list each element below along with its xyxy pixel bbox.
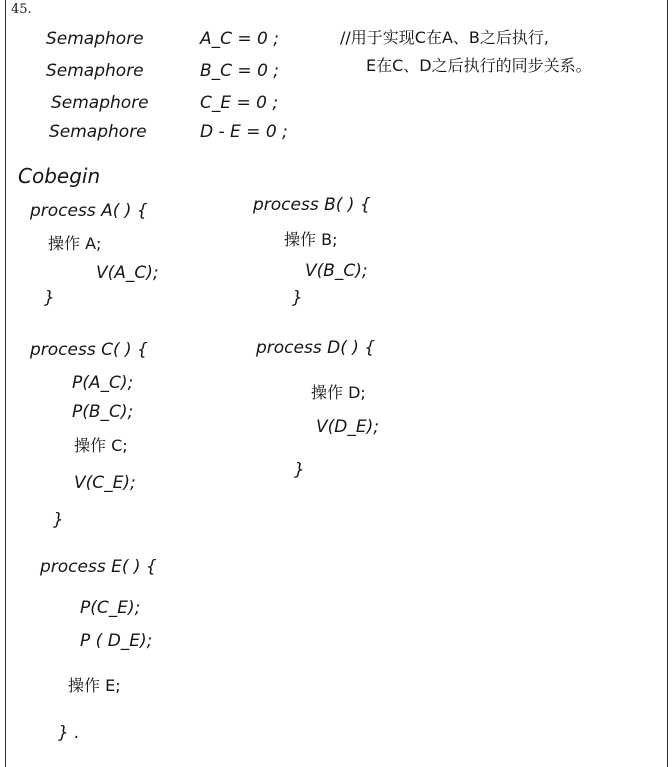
process-e-line-2: P ( D_E); bbox=[80, 631, 153, 651]
process-b-close: } bbox=[292, 288, 303, 308]
process-c-line-2: P(B_C); bbox=[72, 402, 134, 422]
process-e-header: process E( ) { bbox=[40, 557, 157, 577]
semaphore-decl-1: A_C = 0 ; bbox=[200, 29, 279, 49]
semaphore-keyword-3: Semaphore bbox=[51, 93, 149, 113]
process-d-line-1: 操作 D; bbox=[311, 383, 366, 402]
process-e-line-1: P(C_E); bbox=[80, 598, 141, 618]
process-e-line-3: 操作 E; bbox=[68, 676, 121, 695]
process-a-header: process A( ) { bbox=[30, 201, 148, 221]
process-d-close: } bbox=[294, 460, 305, 480]
semaphore-decl-4: D - E = 0 ; bbox=[200, 122, 288, 142]
process-a-line-2: V(A_C); bbox=[96, 263, 159, 283]
process-c-header: process C( ) { bbox=[30, 340, 148, 360]
process-d-header: process D( ) { bbox=[256, 338, 376, 358]
process-c-line-3: 操作 C; bbox=[74, 436, 128, 455]
process-b-line-2: V(B_C); bbox=[305, 261, 368, 281]
process-b-header: process B( ) { bbox=[253, 195, 371, 215]
process-c-line-1: P(A_C); bbox=[72, 373, 134, 393]
question-number: 45. bbox=[11, 2, 32, 17]
cobegin-keyword: Cobegin bbox=[18, 164, 101, 188]
process-a-close: } bbox=[44, 288, 55, 308]
process-c-close: } bbox=[53, 510, 64, 530]
semaphore-keyword-4: Semaphore bbox=[49, 122, 147, 142]
process-b-line-1: 操作 B; bbox=[284, 230, 338, 249]
process-a-line-1: 操作 A; bbox=[48, 234, 102, 253]
process-c-line-4: V(C_E); bbox=[74, 473, 136, 493]
semaphore-decl-3: C_E = 0 ; bbox=[200, 93, 279, 113]
comment-line-2: E在C、D之后执行的同步关系。 bbox=[366, 56, 592, 75]
semaphore-decl-2: B_C = 0 ; bbox=[200, 61, 280, 81]
comment-line-1: //用于实现C在A、B之后执行, bbox=[340, 28, 549, 47]
semaphore-keyword-2: Semaphore bbox=[46, 61, 144, 81]
semaphore-keyword-1: Semaphore bbox=[46, 29, 144, 49]
process-d-line-2: V(D_E); bbox=[316, 417, 379, 437]
process-e-close: } . bbox=[58, 723, 80, 743]
